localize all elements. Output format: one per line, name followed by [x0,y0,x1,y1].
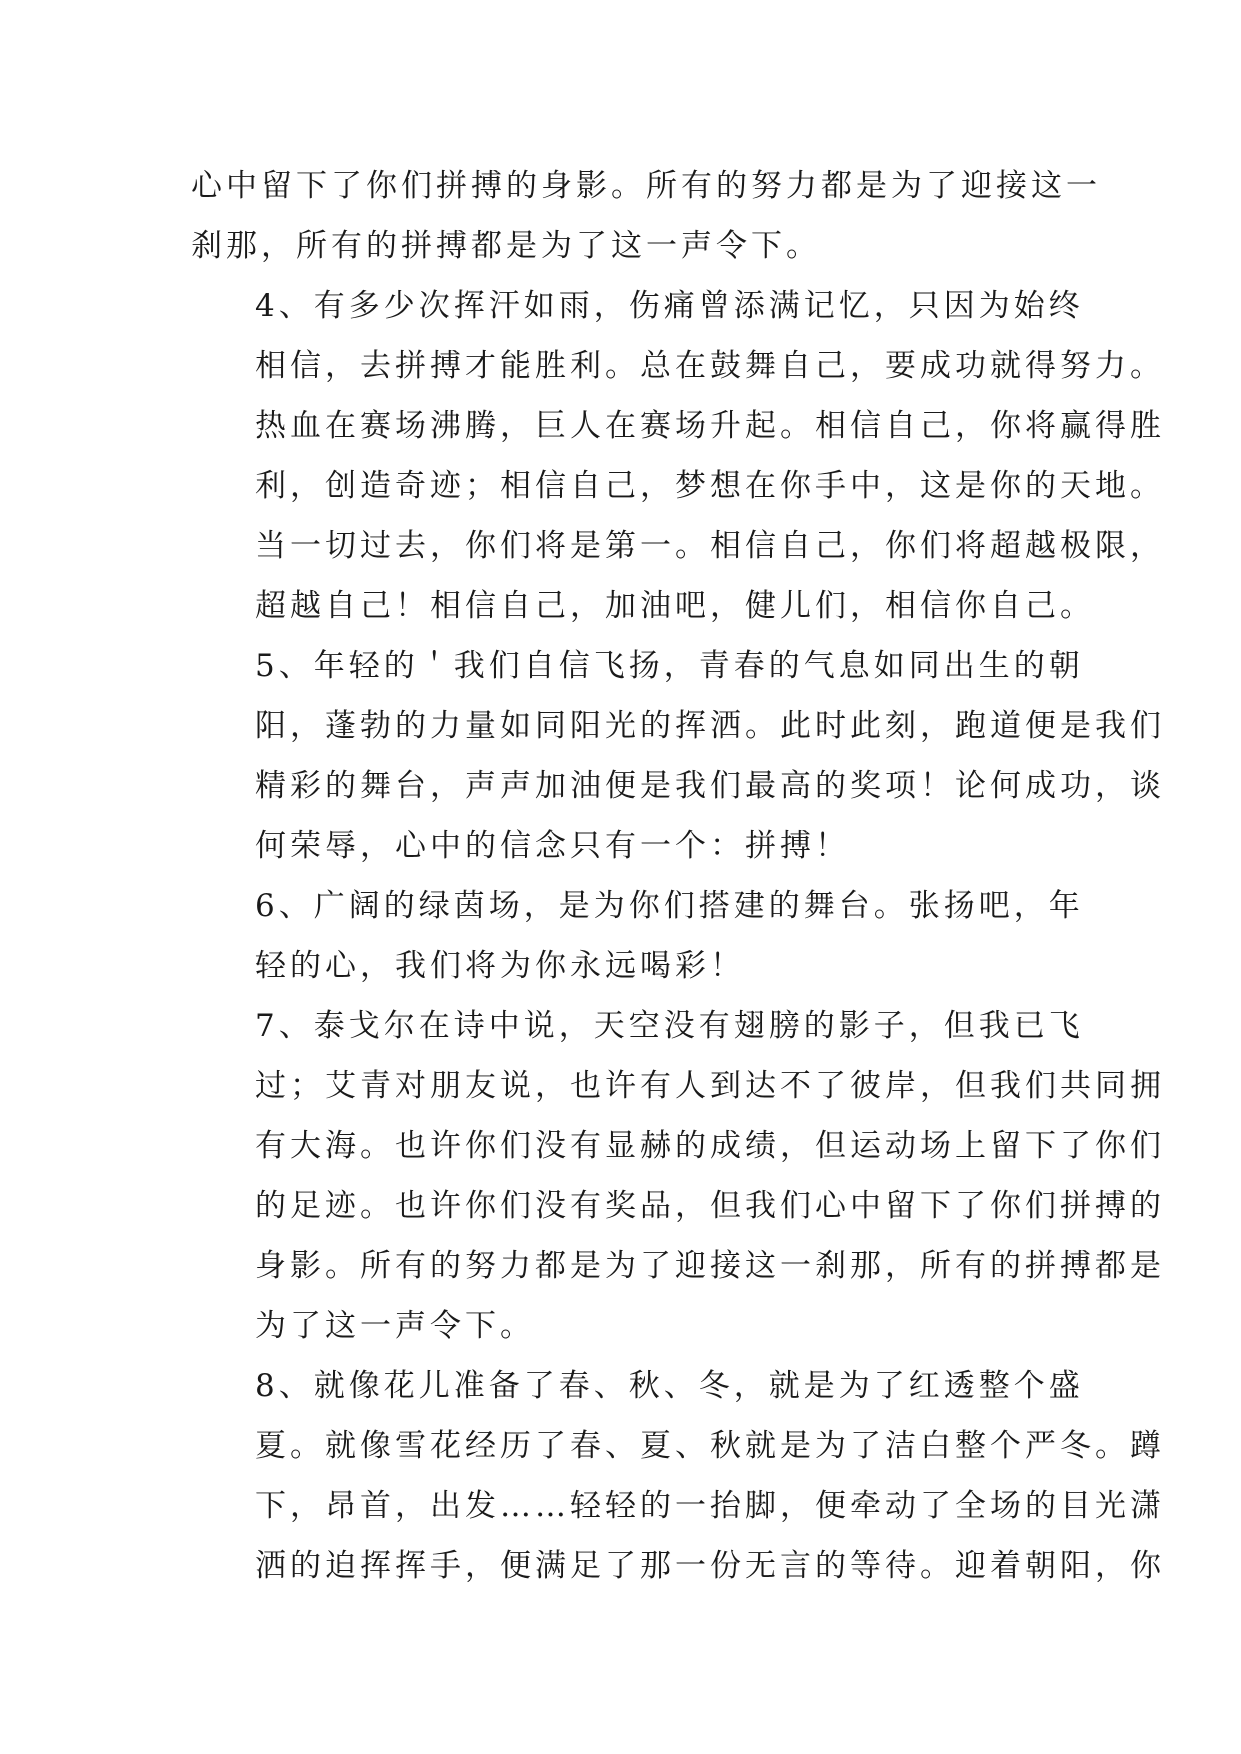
text-line: 相信，去拼搏才能胜利。总在鼓舞自己，要成功就得努力。 [255,348,1165,384]
text-line: 6、广阔的绿茵场，是为你们搭建的舞台。张扬吧，年 [255,888,1084,924]
text-line: 刹那，所有的拼搏都是为了这一声令下。 [191,228,821,264]
text-line: 过；艾青对朋友说，也许有人到达不了彼岸，但我们共同拥 [255,1068,1165,1104]
text-line: 有大海。也许你们没有显赫的成绩，但运动场上留下了你们 [255,1128,1165,1164]
text-line: 4、有多少次挥汗如雨，伤痛曾添满记忆，只因为始终 [255,288,1084,324]
paragraph-6 [191,876,1084,996]
text-line: 心中留下了你们拼搏的身影。所有的努力都是为了迎接这一 [191,168,1101,204]
text-line: 精彩的舞台，声声加油便是我们最高的奖项！论何成功，谈 [255,768,1165,804]
body-text [191,156,1165,1596]
text-line: 超越自己！相信自己，加油吧，健儿们，相信你自己。 [255,588,1095,624]
text-line: 阳，蓬勃的力量如同阳光的挥洒。此时此刻，跑道便是我们 [255,708,1165,744]
text-line: 当一切过去，你们将是第一。相信自己，你们将超越极限， [255,528,1165,564]
paragraph-8 [191,1356,1165,1596]
text-line: 轻的心，我们将为你永远喝彩！ [255,948,745,984]
text-line: 热血在赛场沸腾，巨人在赛场升起。相信自己，你将赢得胜 [255,408,1165,444]
text-line: 利，创造奇迹；相信自己，梦想在你手中，这是你的天地。 [255,468,1165,504]
paragraph-continuation [191,156,1101,276]
paragraph-5 [191,636,1165,876]
text-line: 5、年轻的＇我们自信飞扬，青春的气息如同出生的朝 [255,648,1084,684]
paragraph-4 [191,276,1165,636]
text-line: 洒的迫挥挥手，便满足了那一份无言的等待。迎着朝阳，你 [255,1548,1165,1584]
text-line: 身影。所有的努力都是为了迎接这一刹那，所有的拼搏都是 [255,1248,1165,1284]
text-line: 8、就像花儿准备了春、秋、冬，就是为了红透整个盛 [255,1368,1084,1404]
text-line: 下，昂首，出发……轻轻的一抬脚，便牵动了全场的目光潇 [255,1488,1165,1524]
text-line: 的足迹。也许你们没有奖品，但我们心中留下了你们拼搏的 [255,1188,1165,1224]
text-line: 7、泰戈尔在诗中说，天空没有翅膀的影子，但我已飞 [255,1008,1084,1044]
text-line: 夏。就像雪花经历了春、夏、秋就是为了洁白整个严冬。蹲 [255,1428,1165,1464]
text-line: 为了这一声令下。 [255,1308,535,1344]
paragraph-7 [191,996,1165,1356]
text-line: 何荣辱，心中的信念只有一个：拼搏！ [255,828,850,864]
